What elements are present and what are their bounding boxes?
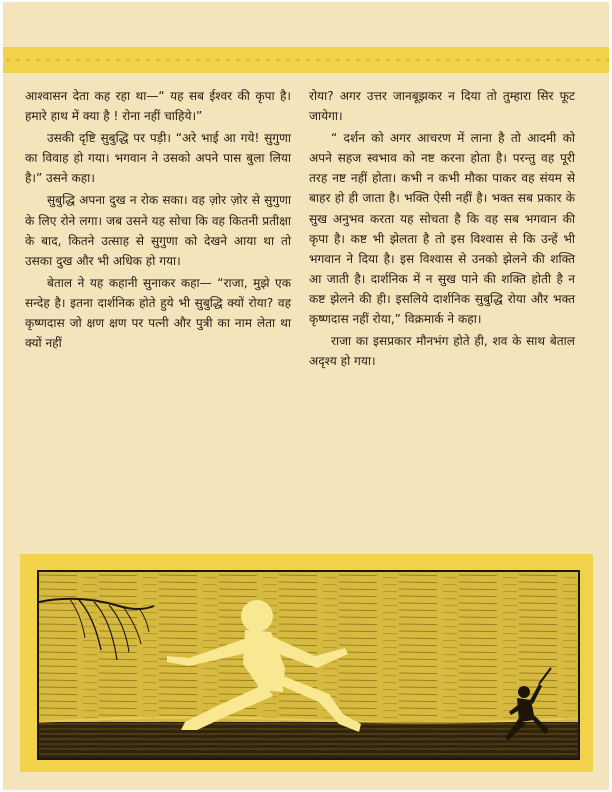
paragraph: बेताल ने यह कहानी सुनाकर कहा— “राजा, मुझे एक सन्देह है। इतना दार्शनिक होते हुये भी सुबुद्धि क्यों रोया? वह कृष्णदास जो क्षण क्षण पर पत्नी और पुत्री का नाम लेता था क्यों नहीं [25,275,291,351]
paragraph: रोया? अगर उत्तर जानबूझकर न दिया तो तुम्हारा सिर फूट जायेगा। [309,89,575,124]
decorative-dot-pattern [3,55,609,65]
illustration-panel [20,554,593,772]
comic-page [3,2,609,790]
illustration-scene [37,570,580,760]
left-text-column [25,86,291,353]
paragraph: राजा का इसप्रकार मौनभंग होते ही, शव के साथ बेताल अदृश्य हो गया। [309,334,575,369]
paragraph: आश्वासन देता कह रहा था—“ यह सब ईश्वर की कृपा है। हमारे हाथ में क्या है ! रोना नहीं चाहिये।” [25,89,291,124]
paragraph: “ दर्शन को अगर आचरण में लाना है तो आदमी को अपने सहज स्वभाव को नष्ट करना होता है। परन्तु वह पूरी तरह नष्ट नहीं होता। कभी न कभी मौका पाकर वह संयम से बाहर हो ही जाता है। भक्ति ऐसी नहीं है। भक्त सब प्रकार के सुख अनुभव करता यह सोचता है कि वह सब भगवान की कृपा है। कष्ट भी झेलता है तो इस विश्वास से कि उन्हें भी भगवान ने दिया है। इस विश्वास से उनको झेलने की शक्ति आ जाती है। दार्शनिक में न सुख पाने की शक्ति होती है न कष्ट झेलने की ही। इसलिये दार्शनिक सुबुद्धि रोया और भक्त कृष्णदास नहीं रोया,” विक्रमार्क ने कहा। [309,131,575,327]
ground-strip [39,722,578,758]
running-figures-illustration [39,572,578,758]
paragraph: सुबुद्धि अपना दुख न रोक सका। वह ज़ोर ज़ोर से सुगुणा के लिए रोने लगा। जब उसने यह सोचा कि वह कितनी प्रतीक्षा के बाद, कितने उत्साह से सुगुणा को देखने आया था तो उसका दुख और भी अधिक हो गया। [25,193,291,268]
right-text-column [309,86,575,371]
paragraph: उसकी दृष्टि सुबुद्धि पर पड़ी। “अरे भाई आ गये! सुगुणा का विवाह हो गया। भगवान ने उसको अपने पास बुला लिया है।” उसने कहा। [25,131,291,186]
